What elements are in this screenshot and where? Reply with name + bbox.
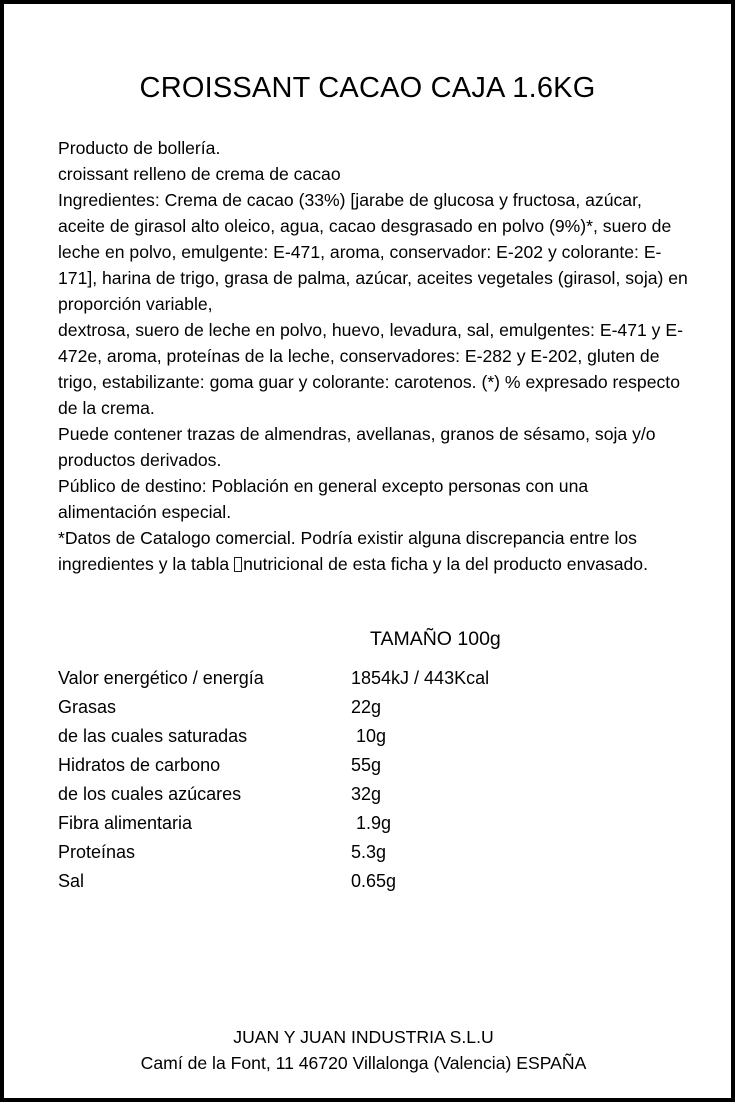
nutrition-serving-size-header: TAMAÑO 100g: [370, 628, 501, 651]
description-product-type: Producto de bollería.: [58, 138, 221, 159]
table-row: [58, 780, 691, 809]
nutrition-facts-section: [58, 626, 691, 896]
nutrient-value: 10g: [351, 726, 387, 747]
table-row: [58, 664, 691, 693]
nutrient-label: Valor energético / energía: [58, 668, 264, 689]
target-audience-note: Público de destino: Población en general excepto personas con una alimentación especial.: [58, 476, 589, 523]
catalog-disclaimer-text-end: nutricional de esta ficha y la del producto envasado.: [243, 554, 648, 575]
ingredients-part-one: Ingredientes: Crema de cacao (33%) [jarabe de glucosa y fructosa, azúcar, aceite de girasol alto oleico, agua, cacao desgrasado en polvo (9%)*, suero de leche en polvo, emulgente: E-471, aroma, conservador: E-202 y colorante: E-171], harina de trigo, grasa de palma, azúcar, aceites vegetales (girasol, soja) en proporción variable,: [58, 190, 688, 315]
table-row: [58, 867, 691, 896]
nutrient-value: 32g: [351, 784, 382, 805]
manufacturer-footer: [4, 1024, 731, 1076]
page-title: CROISSANT CACAO CAJA 1.6KG: [139, 72, 596, 104]
nutrient-value: 1.9g: [351, 813, 392, 834]
table-row: [58, 722, 691, 751]
table-row: [58, 838, 691, 867]
nutrient-value: 1854kJ / 443Kcal: [351, 668, 490, 689]
table-row: [58, 693, 691, 722]
catalog-disclaimer-text-start: *Datos de Catalogo comercial. Podría existir alguna discrepancia entre los ingredientes y la tabla: [58, 528, 637, 575]
nutrient-value: 5.3g: [351, 842, 387, 863]
nutrition-table: [58, 664, 691, 896]
nutrient-label: Fibra alimentaria: [58, 813, 193, 834]
nutrient-value: 55g: [351, 755, 382, 776]
manufacturer-name: JUAN Y JUAN INDUSTRIA S.L.U: [233, 1027, 494, 1047]
nutrient-label: Grasas: [58, 697, 117, 718]
table-row: [58, 809, 691, 838]
nutrient-label: de los cuales azúcares: [58, 784, 242, 805]
table-row: [58, 751, 691, 780]
nutrient-value: 22g: [351, 697, 382, 718]
ingredients-part-two: dextrosa, suero de leche en polvo, huevo, levadura, sal, emulgentes: E-471 y E-472e, aroma, proteínas de la leche, conservadores: E-282 y E-202, gluten de trigo, estabilizante: goma guar y colorante: carotenos. (*) % expresado respecto de la crema.: [58, 320, 683, 419]
description-product-detail: croissant relleno de crema de cacao: [58, 164, 341, 185]
nutrient-label: Proteínas: [58, 842, 136, 863]
nutrient-label: de las cuales saturadas: [58, 726, 248, 747]
allergen-traces-note: Puede contener trazas de almendras, avellanas, granos de sésamo, soja y/o productos derivados.: [58, 424, 656, 471]
nutrient-label: Sal: [58, 871, 85, 892]
missing-glyph-icon: [234, 557, 242, 572]
catalog-disclaimer: [58, 525, 691, 577]
label-content: [4, 4, 731, 1098]
manufacturer-address: Camí de la Font, 11 46720 Villalonga (Valencia) ESPAÑA: [140, 1053, 587, 1073]
product-description: [58, 135, 691, 577]
nutrient-value: 0.65g: [351, 871, 397, 892]
nutrient-label: Hidratos de carbono: [58, 755, 221, 776]
